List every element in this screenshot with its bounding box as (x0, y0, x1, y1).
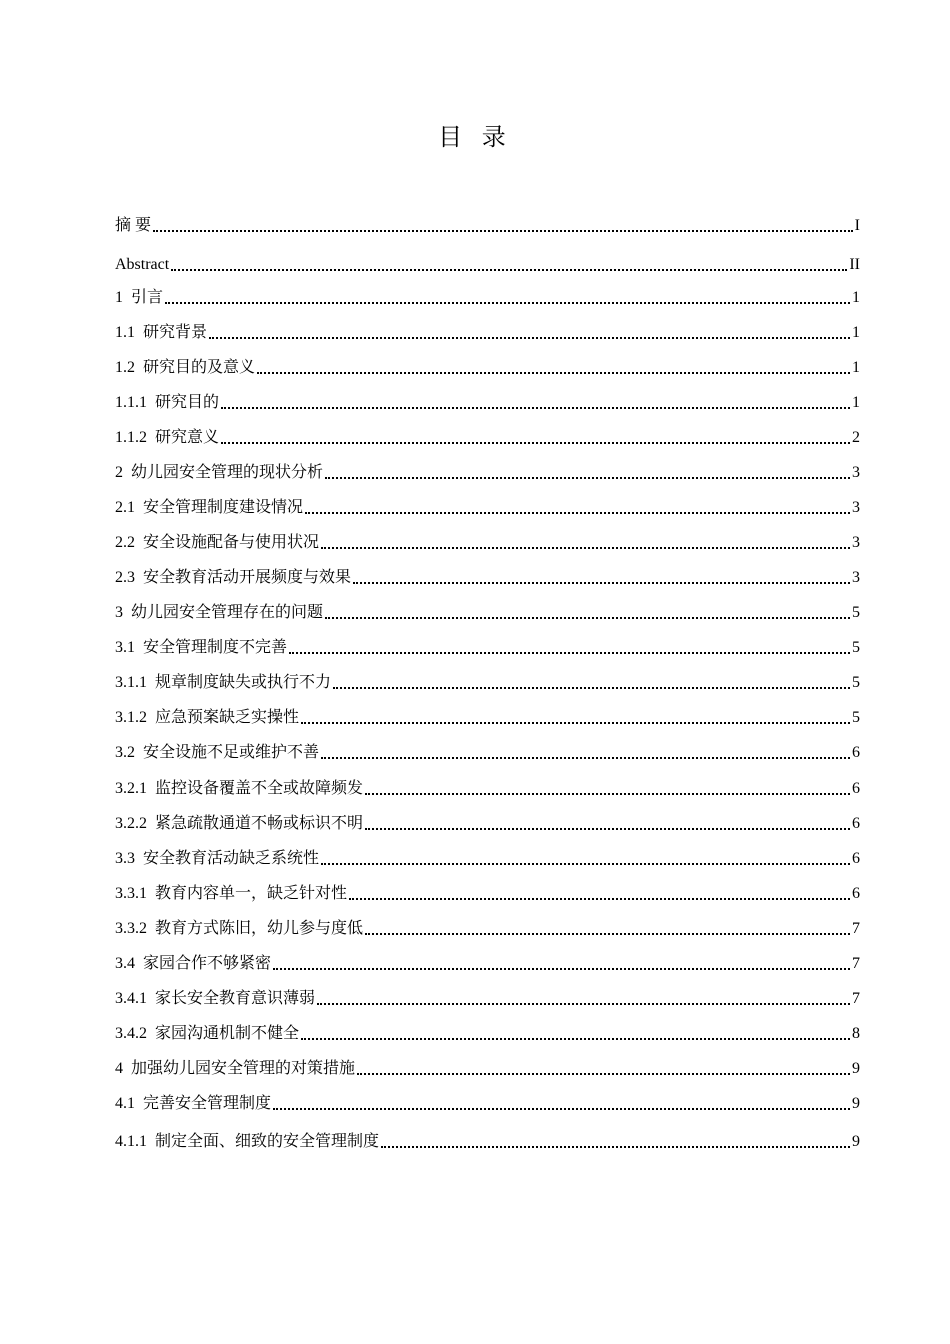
toc-entry-number: 4 (115, 1060, 123, 1077)
toc-entry[interactable] (115, 391, 860, 413)
toc-dot-leader (381, 1145, 850, 1148)
toc-entry-number: 3.3.1 (115, 885, 147, 902)
toc-entry-label: 研究意义 (155, 429, 220, 446)
toc-entry[interactable] (115, 882, 860, 904)
toc-entry-number: 3.2.1 (115, 780, 147, 797)
toc-entry-page: 7 (852, 955, 860, 972)
toc-entry-number: 3.4.2 (115, 1025, 147, 1042)
toc-entry-number: 3.1 (115, 639, 135, 656)
toc-entry-label: 家园合作不够紧密 (143, 955, 272, 972)
page-title: 目 录 (438, 123, 512, 151)
toc-entry-label: 家园沟通机制不健全 (155, 1025, 300, 1042)
toc-entry-page: 8 (852, 1025, 860, 1042)
toc-entry[interactable] (115, 636, 860, 658)
toc-entry-page: 6 (852, 850, 860, 867)
toc-entry[interactable] (115, 321, 860, 343)
toc-dot-leader (301, 1037, 850, 1040)
toc-entry-page: I (854, 217, 860, 234)
toc-entry-page: 6 (852, 780, 860, 797)
toc-entry-label: 幼儿园安全管理存在的问题 (131, 604, 324, 621)
toc-entry[interactable] (115, 1092, 860, 1114)
toc-entry[interactable] (115, 253, 860, 275)
toc-entry-page: 5 (852, 639, 860, 656)
toc-entry-page: 1 (852, 324, 860, 341)
toc-entry-page: 1 (852, 394, 860, 411)
toc-entry[interactable] (115, 461, 860, 483)
toc-entry-label: 教育内容单一，缺乏针对性 (155, 885, 348, 902)
toc-entry-number: 3.1.1 (115, 674, 147, 691)
toc-entry-number: 2.2 (115, 534, 135, 551)
toc-entry[interactable] (115, 917, 860, 939)
toc-entry-label: 研究背景 (143, 324, 208, 341)
toc-dot-leader (321, 546, 850, 549)
toc-entry-label: 引言 (131, 289, 164, 306)
toc-dot-leader (209, 336, 850, 339)
toc-dot-leader (221, 406, 850, 409)
toc-entry[interactable] (115, 1057, 860, 1079)
toc-entry-page: 5 (852, 604, 860, 621)
toc-dot-leader (353, 581, 850, 584)
toc-dot-leader (321, 756, 850, 759)
toc-entry-number: 4.1 (115, 1095, 135, 1112)
toc-entry[interactable] (115, 356, 860, 378)
toc-entry-label: 研究目的 (155, 394, 220, 411)
toc-entry-page: 9 (852, 1133, 860, 1150)
toc-entry-label: 规章制度缺失或执行不力 (155, 674, 332, 691)
toc-entry[interactable] (115, 1022, 860, 1044)
toc-dot-leader (321, 862, 850, 865)
toc-dot-leader (289, 651, 850, 654)
toc-entry-number: 4.1.1 (115, 1133, 147, 1150)
toc-entry[interactable] (115, 847, 860, 869)
toc-dot-leader (273, 1107, 850, 1110)
toc-entry-label: 研究目的及意义 (143, 359, 256, 376)
toc-entry[interactable] (115, 952, 860, 974)
toc-entry-page: 3 (852, 464, 860, 481)
toc-dot-leader (349, 897, 850, 900)
toc-dot-leader (273, 967, 850, 970)
toc-entry-number: 1.1.1 (115, 394, 147, 411)
toc-entry-page: 7 (852, 990, 860, 1007)
toc-entry-label: 摘 要 (115, 217, 152, 234)
toc-entry-label: 安全管理制度不完善 (143, 639, 288, 656)
toc-entry[interactable] (115, 531, 860, 553)
toc-entry-number: 2.3 (115, 569, 135, 586)
toc-entry-label: 安全管理制度建设情况 (143, 499, 304, 516)
toc-entry-label: Abstract (115, 256, 170, 273)
toc-dot-leader (221, 441, 850, 444)
toc-entry-number: 1.1.2 (115, 429, 147, 446)
toc-entry-label: 紧急疏散通道不畅或标识不明 (155, 815, 364, 832)
toc-dot-leader (365, 932, 850, 935)
toc-dot-leader (257, 371, 850, 374)
toc-entry[interactable] (115, 566, 860, 588)
toc-dot-leader (153, 229, 853, 232)
toc-entry-label: 应急预案缺乏实操性 (155, 709, 300, 726)
toc-entry-number: 3.4 (115, 955, 135, 972)
toc-entry-number: 2 (115, 464, 123, 481)
toc-entry-label: 安全设施不足或维护不善 (143, 744, 320, 761)
toc-entry[interactable] (115, 286, 860, 308)
toc-entry-number: 3.3 (115, 850, 135, 867)
toc-entry-label: 监控设备覆盖不全或故障频发 (155, 780, 364, 797)
toc-dot-leader (325, 476, 850, 479)
toc-entry-page: 1 (852, 359, 860, 376)
toc-entry-number: 3 (115, 604, 123, 621)
toc-entry[interactable] (115, 741, 860, 763)
toc-dot-leader (357, 1072, 850, 1075)
toc-entry-label: 制定全面、细致的安全管理制度 (155, 1133, 380, 1150)
toc-dot-leader (325, 616, 850, 619)
toc-entry[interactable] (115, 671, 860, 693)
toc-dot-leader (301, 721, 850, 724)
toc-dot-leader (365, 827, 850, 830)
toc-entry-page: 9 (852, 1095, 860, 1112)
toc-dot-leader (305, 511, 850, 514)
toc-entry-page: 5 (852, 674, 860, 691)
toc-entry-number: 3.2 (115, 744, 135, 761)
toc-entry-number: 2.1 (115, 499, 135, 516)
toc-entry-label: 安全教育活动缺乏系统性 (143, 850, 320, 867)
toc-entry-number: 3.2.2 (115, 815, 147, 832)
toc-entry-label: 完善安全管理制度 (143, 1095, 272, 1112)
toc-entry[interactable] (115, 426, 860, 448)
toc-entry-page: 5 (852, 709, 860, 726)
toc-entry[interactable] (115, 214, 860, 236)
toc-entry-page: 7 (852, 920, 860, 937)
toc-entry[interactable] (115, 706, 860, 728)
toc-entry-label: 安全教育活动开展频度与效果 (143, 569, 352, 586)
toc-dot-leader (317, 1002, 850, 1005)
toc-entry[interactable] (115, 987, 860, 1009)
toc-entry-page: 9 (852, 1060, 860, 1077)
toc-entry-number: 3.1.2 (115, 709, 147, 726)
toc-entry-page: II (849, 256, 860, 273)
toc-entry-number: 3.4.1 (115, 990, 147, 1007)
toc-entry[interactable] (115, 812, 860, 834)
toc-entry-page: 2 (852, 429, 860, 446)
toc-entry[interactable] (115, 1130, 860, 1152)
toc-entry-label: 幼儿园安全管理的现状分析 (131, 464, 324, 481)
toc-entry-label: 加强幼儿园安全管理的对策措施 (131, 1060, 356, 1077)
toc-entry-page: 6 (852, 744, 860, 761)
toc-entry-number: 3.3.2 (115, 920, 147, 937)
toc-dot-leader (165, 301, 850, 304)
toc-entry-page: 1 (852, 289, 860, 306)
toc-entry-label: 家长安全教育意识薄弱 (155, 990, 316, 1007)
toc-entry-number: 1.1 (115, 324, 135, 341)
toc-entry[interactable] (115, 777, 860, 799)
toc-dot-leader (365, 792, 850, 795)
toc-entry-label: 教育方式陈旧，幼儿参与度低 (155, 920, 364, 937)
toc-entry-page: 6 (852, 885, 860, 902)
toc-entry-page: 6 (852, 815, 860, 832)
toc-entry[interactable] (115, 496, 860, 518)
toc-entry-number: 1 (115, 289, 123, 306)
toc-dot-leader (333, 686, 850, 689)
toc-entry-number: 1.2 (115, 359, 135, 376)
toc-entry-page: 3 (852, 499, 860, 516)
toc-entry-page: 3 (852, 534, 860, 551)
toc-dot-leader (171, 268, 847, 271)
toc-entry-label: 安全设施配备与使用状况 (143, 534, 320, 551)
toc-entry-page: 3 (852, 569, 860, 586)
toc-entry[interactable] (115, 601, 860, 623)
